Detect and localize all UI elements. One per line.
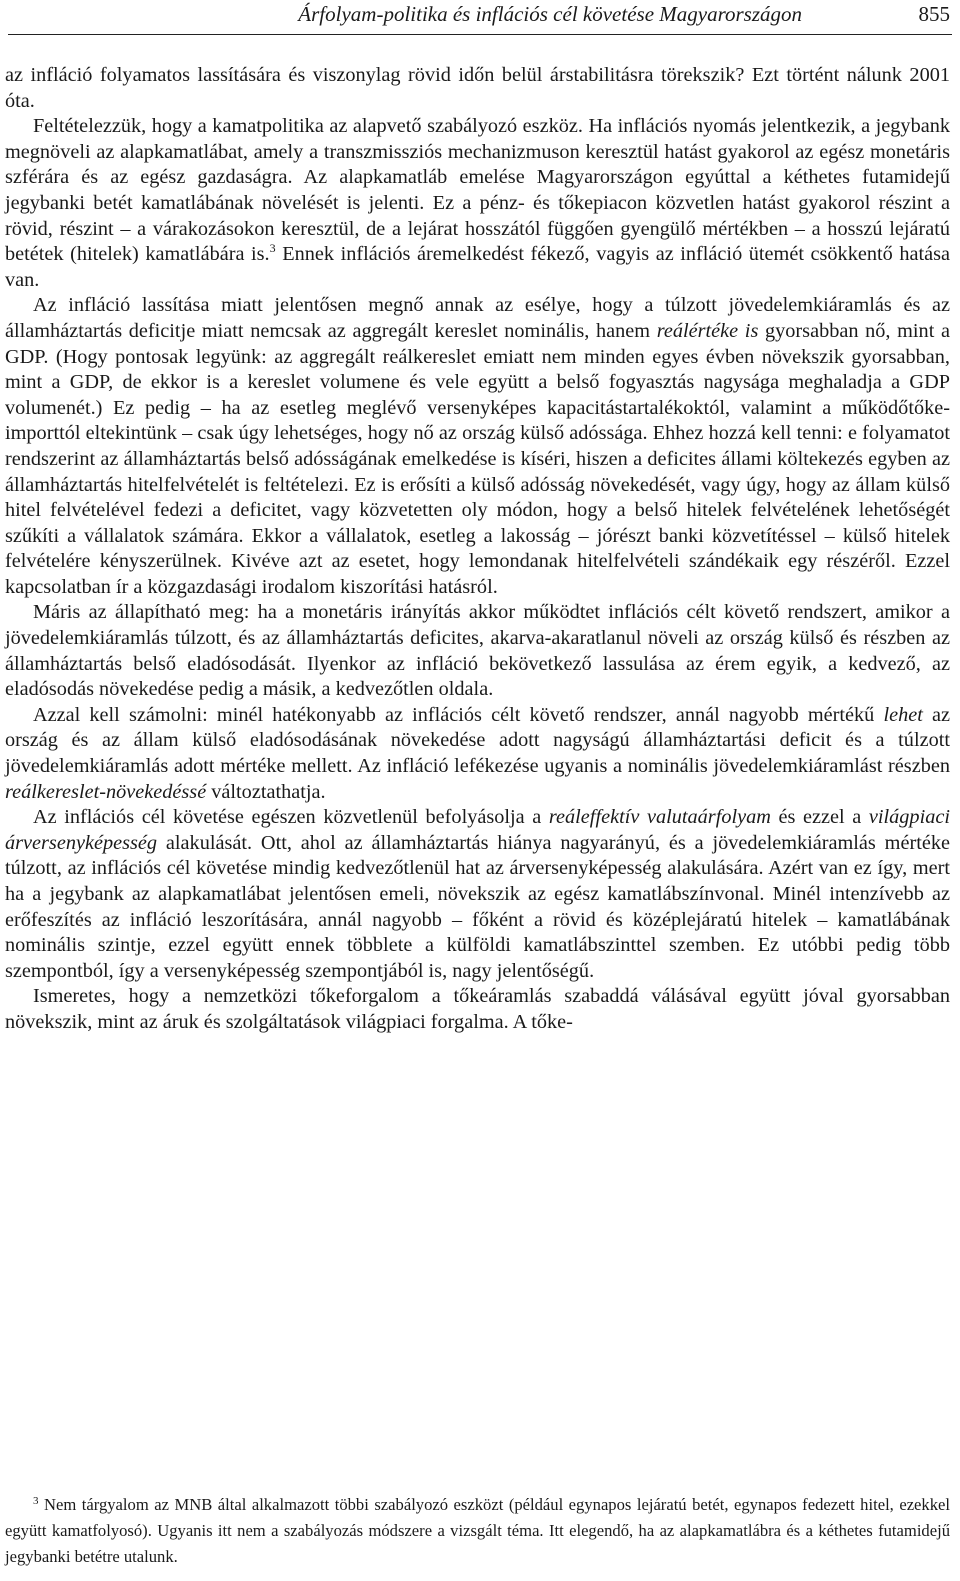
body-paragraph	[5, 703, 950, 805]
emphasis-text: világpiaci árversenyképesség	[5, 806, 950, 854]
body-paragraph	[5, 600, 950, 702]
body-paragraph	[5, 805, 950, 984]
body-paragraph	[5, 984, 950, 1035]
footnote-paragraph	[5, 1492, 950, 1570]
emphasis-text: lehet	[883, 703, 923, 726]
running-title: Árfolyam-politika és inflációs cél követése Magyarországon	[298, 2, 802, 26]
running-header	[8, 0, 952, 35]
body-paragraph	[5, 293, 950, 600]
text-run: Az inflációs cél követése egészen közvetlenül befolyásolja a	[33, 806, 549, 829]
text-run: az ország és az állam külső eladósodásának növekedése adott nagyságú államháztartási deficit és a túlzott jövedelemkiáramlás adott mértéke mellett. Az infláció lefékezése ugyanis a nominális jövedelemkiáramlást részben	[5, 703, 950, 778]
footnote-reference: 3	[269, 241, 276, 256]
footnote-text: Nem tárgyalom az MNB által alkalmazott többi szabályozó eszközt (például egynapos lejáratú betét, egynapos fedezett hitel, ezekkel együtt kamatfolyosó). Ugyanis itt nem a szabályozás módszere a vizsgált téma. Itt elegendő, ha az alapkamatlábra és a kéthetes futamidejű jegybanki betétre utalunk.	[5, 1495, 950, 1566]
text-run: az infláció folyamatos lassítására és viszonylag rövid időn belül árstabilitásra törekszik? Ezt történt nálunk 2001 óta.	[5, 64, 950, 112]
text-run: alakulását. Ott, ahol az államháztartás hiánya nagyarányú, és a jövedelemkiáramlás mértéke túlzott, az inflációs cél követése mindig kedvezőtlenül hat az árversenyképesség alakulására. Azért van ez így, mert ha a jegybank az alapkamatlábat jelentősen emeli, növekszik az egész kamatlábszínvonal. Minél intenzívebb az erőfeszítés az infláció leszorítására, annál nagyobb – főként a rövid és középlejáratú hitelek – kamatlábának nominális szintje, ezzel együtt ennek többlete a külföldi kamatlábszinttel szemben. Ez utóbbi pedig több szempontból, így a versenyképesség szempontjából is, nagy jelentőségű.	[5, 831, 950, 982]
footnote	[5, 1492, 950, 1570]
footnote-marker: 3	[33, 1495, 39, 1507]
emphasis-text: reáleffektív valutaárfolyam	[548, 806, 771, 829]
emphasis-text: reálértéke is	[656, 319, 759, 342]
body-text	[5, 63, 950, 1036]
text-run: Ennek inflációs áremelkedést fékező, vagyis az infláció ütemét csökkentő hatása van.	[5, 243, 950, 291]
text-run: Ismeretes, hogy a nemzetközi tőkeforgalom a tőkeáramlás szabaddá válásával együtt jóval gyorsabban növekszik, mint az áruk és szolgáltatások világpiaci forgalma. A tőke-	[5, 985, 950, 1033]
page-number: 855	[918, 2, 950, 26]
text-run: Azzal kell számolni: minél hatékonyabb az inflációs célt követő rendszer, annál nagyobb mértékű	[33, 703, 884, 726]
text-run: gyorsabban nő, mint a GDP. (Hogy pontosak legyünk: az aggregált reálkereslet emiatt nem minden egyes évben növekszik gyorsabban, mint a GDP, de ekkor is a kereslet volumene és vele együtt a belső fogyasztás nagysága meghaladja a GDP volumenét.) Ez pedig – ha az esetleg meglévő versenyképes kapacitástartalékoktól, valamint a működőtőke-importtól eltekintünk – csak úgy lehetséges, hogy nő az ország külső adóssága. Ehhez hozzá kell tenni: e folyamatot rendszerint az államháztartás belső adósságának emelkedése is kíséri, hiszen a deficites állami költekezés egyben az államháztartás hitelfelvételét is feltételezi. Ez is erősíti a külső adósság növekedését, vagy úgy, hogy az állam külső hitel felvételével fedezi a deficitet, vagy közvetetten oly módon, hogy a belső hitelek felvételének lehetőségét szűkíti a vállalatok számára. Ekkor a vállalatok, esetleg a lakosság – jórészt banki közvetítéssel – külső hitelek felvételére kényszerülnek. Kivéve azt az esetet, hogy lemondanak hitelfelvételi szándékaik egy részéről. Ezzel kapcsolatban ír a közgazdasági irodalom kiszorítási hatásról.	[5, 319, 950, 598]
text-run: Az infláció lassítása miatt jelentősen megnő annak az esélye, hogy a túlzott jövedelemkiáramlás és az államháztartás deficitje miatt nemcsak az aggregált kereslet nominális, hanem	[5, 294, 950, 342]
text-run: Feltételezzük, hogy a kamatpolitika az alapvető szabályozó eszköz. Ha inflációs nyomás jelentkezik, a jegybank megnöveli az alapkamatlábat, amely a transzmissziós mechanizmuson keresztül hatást gyakorol az egész monetáris szférára és az egész gazdaságra. Az alapkamatláb emelése Magyarországon egyúttal a kéthetes futamidejű jegybanki betét kamatlábának növelését is jelenti. Ez a pénz- és tőkepiacon közvetlen hatást gyakorol részint a rövid, részint – a várakozásokon keresztül, de a lejárat hosszától függően gyengülő mértékben – a hosszú lejáratú betétek (hitelek) kamatlábára is.	[5, 115, 950, 266]
body-paragraph	[5, 63, 950, 114]
body-paragraph	[5, 114, 950, 293]
text-run: és ezzel a	[770, 806, 869, 829]
text-run: Máris az állapítható meg: ha a monetáris irányítás akkor működtet inflációs célt követő rendszert, amikor a jövedelemkiáramlás túlzott, és az államháztartás deficites, akarva-akaratlanul növeli az ország külső és részben az államháztartás belső eladósodását. Ilyenkor az infláció bekövetkező lassulása az érem egyik, a kedvező, az eladósodás növekedése pedig a másik, a kedvezőtlen oldala.	[5, 601, 950, 701]
text-run: változtathatja.	[206, 780, 326, 803]
emphasis-text: reálkereslet-növekedéssé	[5, 780, 207, 803]
